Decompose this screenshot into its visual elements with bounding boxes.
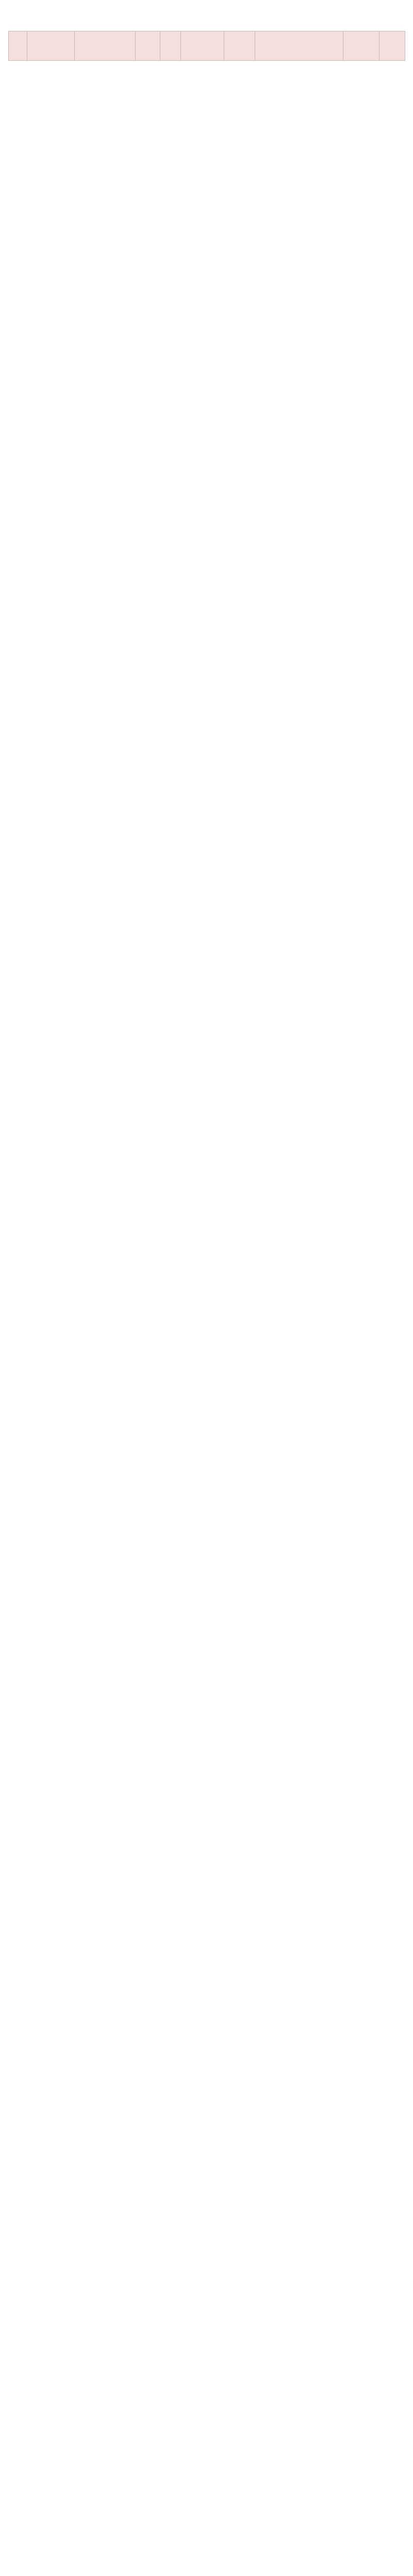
header-degree	[224, 31, 255, 61]
header-dept	[27, 31, 75, 61]
header-unit	[75, 31, 136, 61]
recruitment-table	[8, 31, 405, 61]
header-row	[9, 31, 405, 61]
document-title	[8, 9, 405, 27]
header-post	[379, 31, 405, 61]
header-count	[160, 31, 181, 61]
header-seq	[9, 31, 27, 61]
header-other	[343, 31, 379, 61]
table-header	[9, 31, 405, 61]
header-code	[136, 31, 160, 61]
header-major	[255, 31, 343, 61]
header-edu	[181, 31, 224, 61]
